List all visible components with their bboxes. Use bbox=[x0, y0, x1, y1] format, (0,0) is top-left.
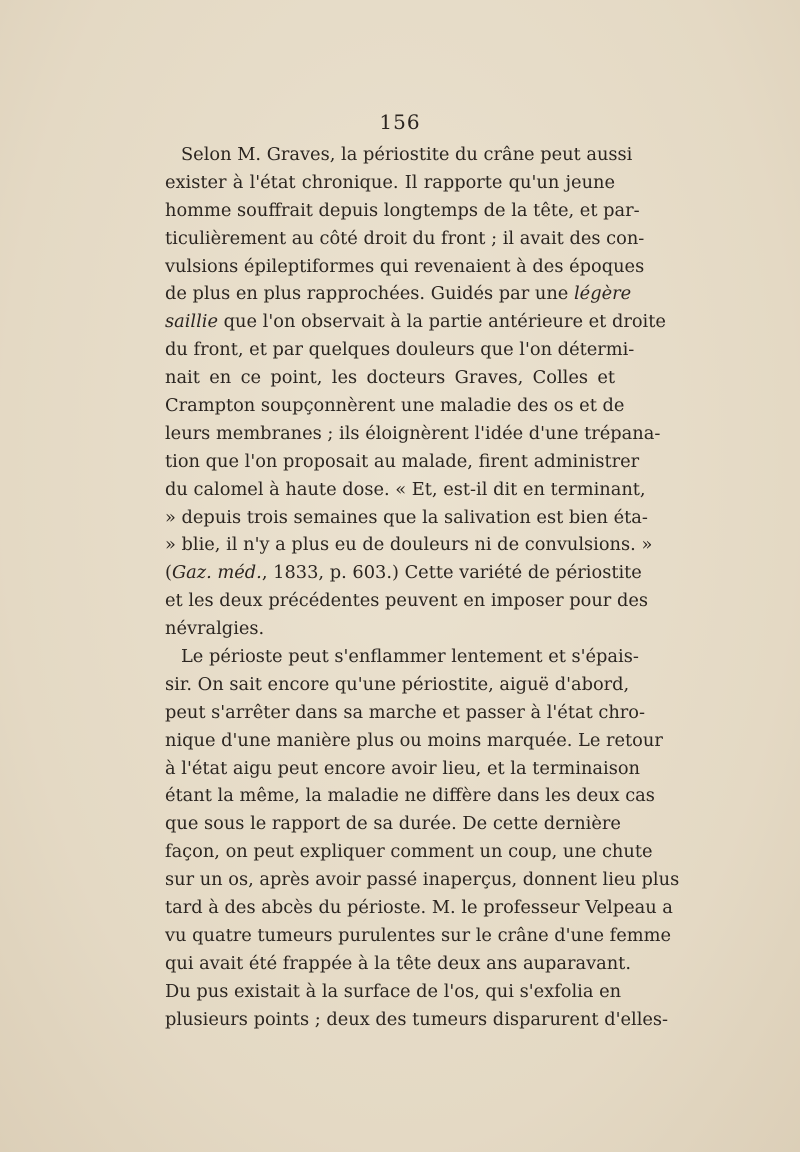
text-line: homme souffrait depuis longtemps de la tête, et par- bbox=[165, 199, 640, 221]
text-line: saillie que l'on observait à la partie antérieure et droite bbox=[165, 311, 666, 333]
page-number: 156 bbox=[379, 110, 421, 134]
text-line: plusieurs points ; deux des tumeurs disparurent d'elles- bbox=[165, 1008, 669, 1030]
text-line: de plus en plus rapprochées. Guidés par une légère bbox=[165, 283, 632, 305]
text-line: névralgies. bbox=[165, 618, 265, 640]
text-line: Le périoste peut s'enflammer lentement et s'épais- bbox=[181, 646, 639, 668]
text-line: du calomel à haute dose. « Et, est-il dit en terminant, bbox=[165, 478, 646, 500]
text-line: et les deux précédentes peuvent en imposer pour des bbox=[165, 590, 648, 612]
body-text bbox=[165, 141, 680, 1034]
text-line: sir. On sait encore qu'une périostite, aiguë d'abord, bbox=[165, 673, 630, 695]
text-line: » depuis trois semaines que la salivation est bien éta- bbox=[165, 506, 648, 528]
text-line: façon, on peut expliquer comment un coup, une chute bbox=[165, 841, 653, 863]
text-line: Du pus existait à la surface de l'os, qui s'exfolia en bbox=[165, 980, 622, 1002]
text-line: peut s'arrêter dans sa marche et passer à l'état chro- bbox=[165, 701, 645, 723]
text-line: étant la même, la maladie ne diffère dans les deux cas bbox=[165, 785, 655, 807]
text-line: (Gaz. méd., 1833, p. 603.) Cette variété de périostite bbox=[165, 562, 642, 584]
text-line: nait en ce point, les docteurs Graves, Colles et bbox=[165, 367, 615, 389]
text-line: leurs membranes ; ils éloignèrent l'idée d'une trépana- bbox=[165, 422, 661, 444]
text-line: que sous le rapport de sa durée. De cette dernière bbox=[165, 813, 621, 835]
text-line: Crampton soupçonnèrent une maladie des os et de bbox=[165, 395, 625, 417]
text-line: du front, et par quelques douleurs que l'on détermi- bbox=[165, 339, 635, 361]
text-line: tion que l'on proposait au malade, firent administrer bbox=[165, 450, 640, 472]
text-line: à l'état aigu peut encore avoir lieu, et la terminaison bbox=[165, 757, 640, 779]
text-line: tard à des abcès du périoste. M. le professeur Velpeau a bbox=[165, 897, 673, 919]
text-line: nique d'une manière plus ou moins marquée. Le retour bbox=[165, 729, 663, 751]
text-line: Selon M. Graves, la périostite du crâne peut aussi bbox=[181, 144, 633, 165]
text-line: vulsions épileptiformes qui revenaient à des époques bbox=[165, 255, 645, 277]
text-line: sur un os, après avoir passé inaperçus, donnent lieu plus bbox=[165, 869, 680, 891]
text-line: ticulièrement au côté droit du front ; il avait des con- bbox=[165, 227, 645, 249]
text-line: qui avait été frappée à la tête deux ans auparavant. bbox=[165, 952, 631, 974]
text-line: exister à l'état chronique. Il rapporte qu'un jeune bbox=[165, 171, 615, 193]
text-line: vu quatre tumeurs purulentes sur le crâne d'une femme bbox=[165, 924, 671, 946]
text-line: » blie, il n'y a plus eu de douleurs ni de convulsions. » bbox=[165, 534, 653, 556]
